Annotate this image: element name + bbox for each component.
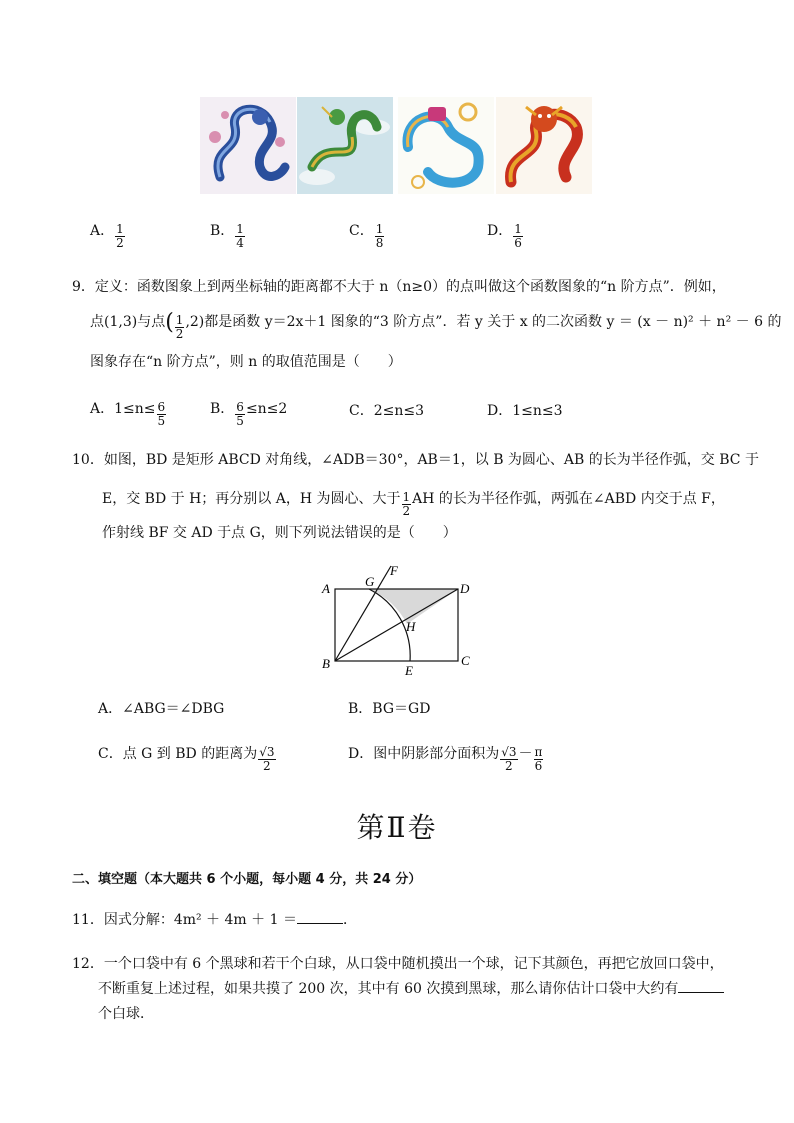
dragon-image-2 [297, 97, 393, 194]
label-c: C [461, 653, 470, 668]
label-f: F [390, 563, 398, 578]
q10-option-d: D．图中阴影部分面积为 $\frac{√3}{2}$ － $\frac{\pi}{6}$ [348, 745, 543, 773]
q8-option-c: C． $\frac{1}{8}$ [349, 222, 384, 250]
dragon-image-1 [200, 97, 296, 194]
dragon-image-4 [496, 97, 592, 194]
dragon-image-3 [398, 97, 494, 194]
q12-answer-blank[interactable] [678, 980, 724, 993]
label-b: B [322, 656, 330, 671]
q8-option-d: D． $\frac{1}{6}$ [487, 222, 522, 250]
label-g: G [365, 574, 375, 589]
q9-line1: 9．定义：函数图象上到两坐标轴的距离都不大于 n（n≥0）的点叫做这个函数图象的“n 阶方点”．例如， [72, 279, 726, 295]
q9-option-c: C．2≤n≤3 [349, 403, 425, 419]
ray-bf [335, 566, 391, 661]
q10-line2: E，交 BD 于 H；再分别以 A，H 为圆心、大于 $\frac{1}{2}$ AH 的长为半径作弧，两弧在∠ABD 内交于点 F， [102, 490, 725, 518]
q10-line1: 10．如图，BD 是矩形 ABCD 对角线，∠ADB＝30°，AB＝1，以 B 为圆心、AB 的长为半径作弧，交 BC 于 [72, 452, 759, 468]
q8-option-b: B． $\frac{1}{4}$ [210, 222, 244, 250]
q8-option-a: A． $\frac{1}{2}$ [90, 222, 124, 250]
q10-option-c: C．点 G 到 BD 的距离为 $\frac{√3}{2}$ [98, 745, 275, 773]
q9-option-d: D．1≤n≤3 [487, 403, 563, 419]
q10-option-a: A．∠ABG＝∠DBG [98, 701, 225, 717]
q10-line3: 作射线 BF 交 AD 于点 G，则下列说法错误的是（ ） [102, 525, 457, 541]
q9-option-b: B． $\frac{6}{5}$ ≤n≤2 [210, 400, 288, 428]
q12-line1: 12．一个口袋中有 6 个黑球和若干个白球，从口袋中随机摸出一个球，记下其颜色，再把它放回口袋中， [72, 956, 724, 972]
q9-line3: 图象存在“n 阶方点”，则 n 的取值范围是（ ） [90, 354, 402, 370]
rectangle-figure [318, 560, 478, 680]
q12-line3: 个白球． [98, 1006, 154, 1022]
label-e: E [405, 663, 413, 678]
q9-option-a: A．1≤n≤ $\frac{6}{5}$ [90, 400, 166, 428]
q12-line2: 不断重复上述过程，如果共摸了 200 次，其中有 60 次摸到黑球，那么请你估计口袋中大约有 [98, 980, 724, 998]
section-title: 第Ⅱ卷 [356, 811, 438, 844]
q10-option-b: B．BG＝GD [348, 701, 431, 717]
section-heading: 二、填空题（本大题共 6 个小题，每小题 4 分，共 24 分） [72, 872, 422, 887]
q11-answer-blank[interactable] [297, 911, 343, 924]
label-a: A [322, 581, 330, 596]
label-d: D [460, 581, 470, 596]
q9-line2: 点(1,3)与点( $\frac{1}{2}$ ,2)都是函数 y＝2x＋1 图象的“3 阶方点”．若 y 关于 x 的二次函数 y ＝ (x － n)² ＋ n² － 6 的 [90, 310, 782, 341]
label-h: H [406, 619, 416, 634]
q11: 11．因式分解：4m² ＋ 4m ＋ 1 ＝ ． [72, 912, 357, 928]
